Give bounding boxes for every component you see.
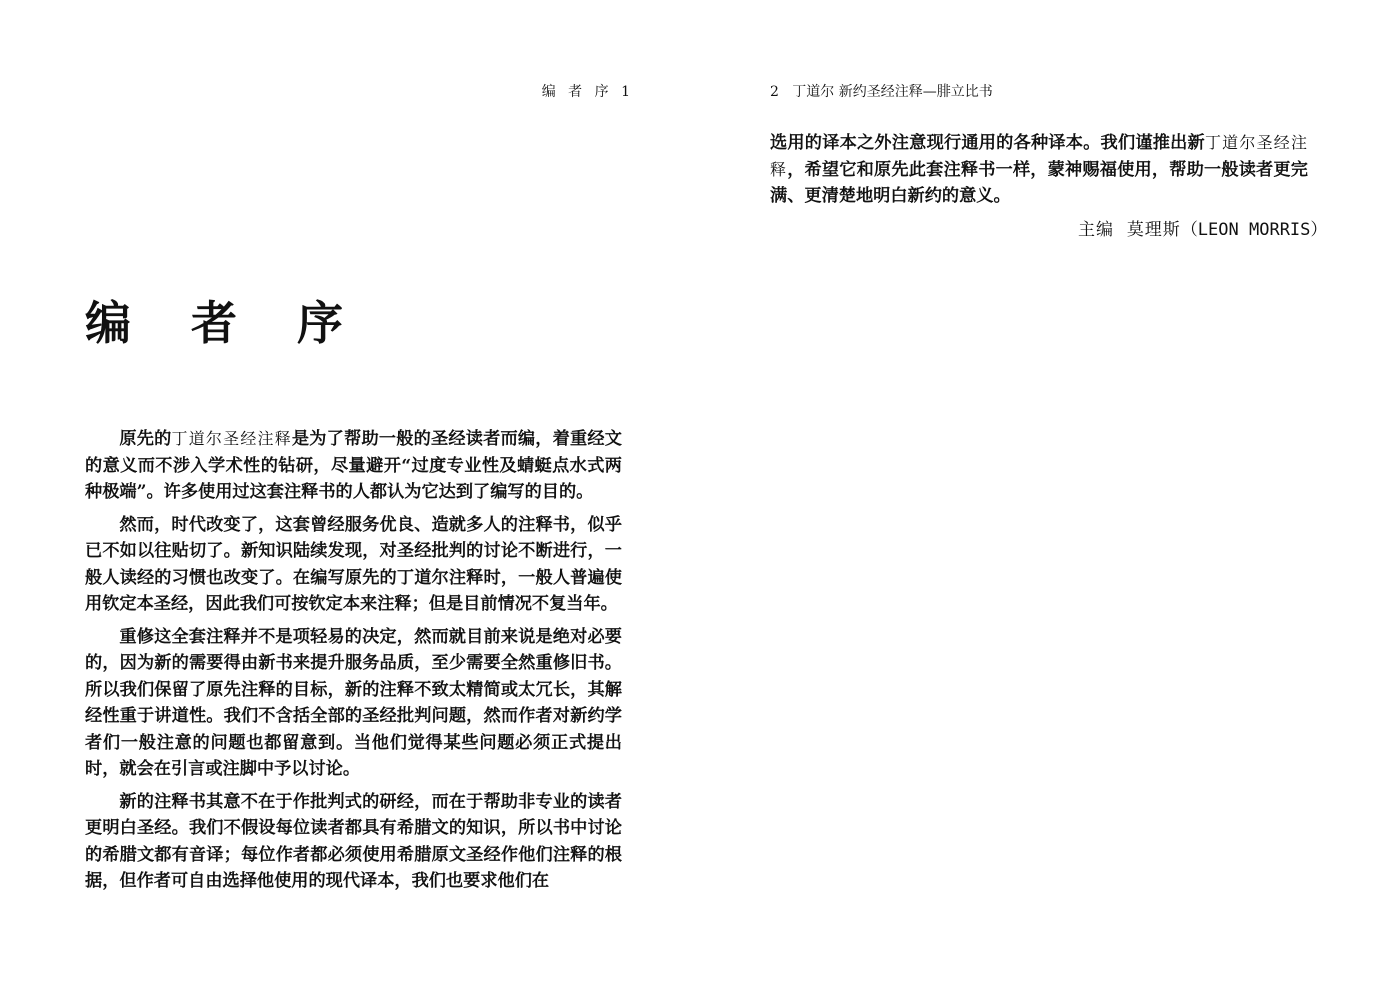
- preface-continued: [770, 130, 1328, 240]
- signature-name: 莫理斯: [1126, 220, 1181, 240]
- paragraph-text: 选用的译本之外注意现行通用的各种译本。我们谨推出新: [770, 133, 1205, 153]
- paragraph-text: 原先的: [119, 429, 172, 449]
- paragraph-continued: [770, 130, 1308, 210]
- page-number: 1: [621, 84, 630, 100]
- right-page: [700, 0, 1400, 989]
- signature-label: 主编: [1078, 220, 1114, 240]
- book-title-reference: 丁道尔圣经注释: [770, 133, 1308, 179]
- page-number: 2: [770, 84, 779, 100]
- signature-english-name: （LEON MORRIS）: [1180, 220, 1328, 240]
- paragraph-4: 新的注释书其意不在于作批判式的研经，而在于帮助非专业的读者更明白圣经。我们不假设每位读者都具有希腊文的知识，所以书中讨论的希腊文都有音译；每位作者都必须使用希腊原文圣经作他们注释的根据，但作者可自由选择他使用的现代译本，我们也要求他们在: [85, 791, 622, 891]
- running-head-title: 丁道尔 新约圣经注释—腓立比书: [792, 84, 993, 100]
- paragraph-3: 重修这全套注释并不是项轻易的决定，然而就目前来说是绝对必要的，因为新的需要得由新书来提升服务品质，至少需要全然重修旧书。所以我们保留了原先注释的目标，新的注释不致太精简或太冗长，其解经性重于讲道性。我们不含括全部的圣经批判问题，然而作者对新约学者们一般注意的问题也都留意到。当他们觉得某些问题必须正式提出时，就会在引言或注脚中予以讨论。: [85, 626, 622, 779]
- running-head-title: 编 者 序: [541, 84, 613, 100]
- running-head-left: [542, 82, 630, 102]
- chapter-title: 编 者 序: [85, 296, 366, 350]
- paragraph-1: [85, 426, 622, 506]
- running-head-right: [770, 82, 993, 102]
- preface-body: [85, 426, 622, 901]
- editor-signature: [1078, 218, 1327, 242]
- paragraph-text: ，希望它和原先此套注释书一样，蒙神赐福使用，帮助一般读者更完满、更清楚地明白新约的意义。: [770, 159, 1308, 206]
- paragraph-2: 然而，时代改变了，这套曾经服务优良、造就多人的注释书，似乎已不如以往贴切了。新知识陆续发现，对圣经批判的讨论不断进行，一般人读经的习惯也改变了。在编写原先的丁道尔注释时，一般人普遍使用钦定本圣经，因此我们可按钦定本来注释；但是目前情况不复当年。: [85, 514, 622, 614]
- paragraph-text: 是为了帮助一般的圣经读者而编，着重经文的意义而不涉入学术性的钻研，尽量避开“过度专业性及蜻蜓点水式两种极端”。许多使用过这套注释书的人都认为它达到了编写的目的。: [85, 429, 622, 502]
- book-title-reference: 丁道尔圣经注释: [171, 429, 292, 448]
